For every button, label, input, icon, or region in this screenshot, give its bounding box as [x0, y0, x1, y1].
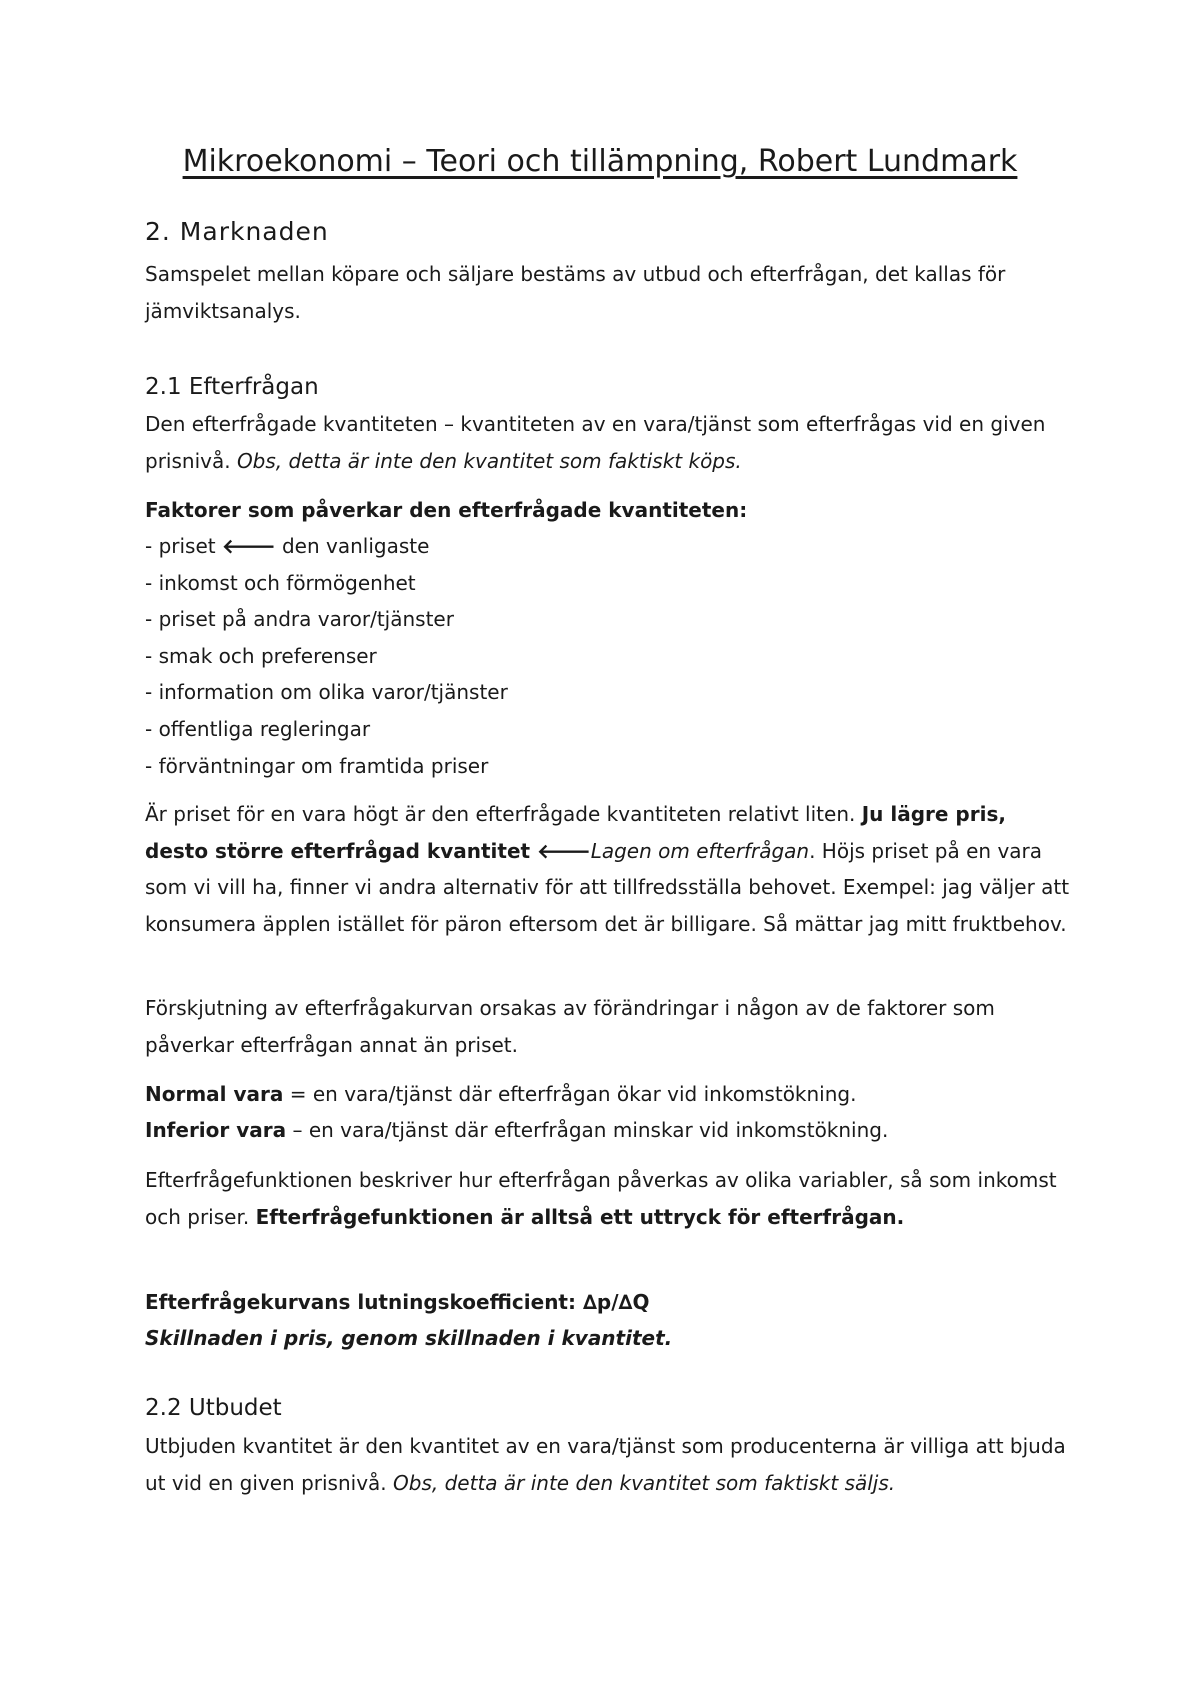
normal-good-line: Normal vara = en vara/tjänst där efterfrågan ökar vid inkomstökning. [145, 1082, 857, 1106]
list-item: - offentliga regleringar [145, 716, 371, 741]
demand-definition [145, 406, 1075, 479]
demand-definition-text: Den efterfrågade kvantiteten – kvantiteten av en vara/tjänst som efterfrågas vid en given prisnivå. [145, 412, 1046, 473]
factors-heading: Faktorer som påverkar den efterfrågade kvantiteten: [145, 498, 748, 522]
supply-definition: Utbjuden kvantitet är den kvantitet av en vara/tjänst som producenterna är villiga att bjuda ut vid en given prisnivå. Obs, detta är inte den kvantitet som faktiskt säljs. [145, 1434, 1066, 1495]
demand-definition-note: Obs, detta är inte den kvantitet som faktiskt köps. [236, 448, 742, 473]
document-title: Mikroekonomi – Teori och tillämpning, Robert Lundmark [182, 144, 1018, 179]
list-item: - förväntningar om framtida priser [145, 753, 489, 778]
law-bold: Ju lägre pris, desto större efterfrågad kvantitet [145, 802, 1006, 863]
law-name: Lagen om efterfrågan [590, 838, 810, 863]
section-2-intro: Samspelet mellan köpare och säljare bestäms av utbud och efterfrågan, det kallas för jämviktsanalys. [145, 262, 1006, 323]
section-2-2-heading: 2.2 Utbudet [145, 1395, 282, 1421]
arrow-left-icon: 🡐 [537, 838, 591, 863]
demand-shift-paragraph: Förskjutning av efterfrågakurvan orsakas av förändringar i någon av de faktorer som påverkar efterfrågan annat än priset. [145, 996, 995, 1057]
list-item: - information om olika varor/tjänster [145, 680, 508, 705]
list-item: - smak och preferenser [145, 643, 377, 668]
list-item: - inkomst och förmögenhet [145, 570, 416, 595]
list-item: - priset 🡐 den vanligaste [145, 528, 508, 565]
arrow-left-icon: 🡐 [221, 534, 276, 558]
section-2-heading: 2. Marknaden [145, 217, 329, 246]
slope-explanation-line: Skillnaden i pris, genom skillnaden i kvantitet. [145, 1326, 673, 1350]
slope-coefficient-line: Efterfrågekurvans lutningskoefficient: ∆p/∆Q [145, 1290, 650, 1314]
law-of-demand-paragraph: Är priset för en vara högt är den efterfrågade kvantiteten relativt liten. Ju lägre pris, desto större efterfrågad kvantitet 🡐Lagen om efterfrågan. Höjs priset på en vara som vi vill ha, finner vi andra alternativ för att tillfredsställa behovet. Exempel: jag väljer att konsumera äpplen istället för päron eftersom det är billigare. Så mättar jag mitt fruktbehov. [145, 802, 1070, 936]
list-item: - priset på andra varor/tjänster [145, 607, 454, 632]
section-2-1-heading: 2.1 Efterfrågan [145, 374, 319, 400]
inferior-good-line: Inferior vara – en vara/tjänst där efterfrågan minskar vid inkomstökning. [145, 1118, 889, 1142]
factors-list [145, 528, 508, 784]
demand-function-paragraph: Efterfrågefunktionen beskriver hur efterfrågan påverkas av olika variabler, så som inkomst och priser. Efterfrågefunktionen är alltså ett uttryck för efterfrågan. [145, 1168, 1057, 1229]
